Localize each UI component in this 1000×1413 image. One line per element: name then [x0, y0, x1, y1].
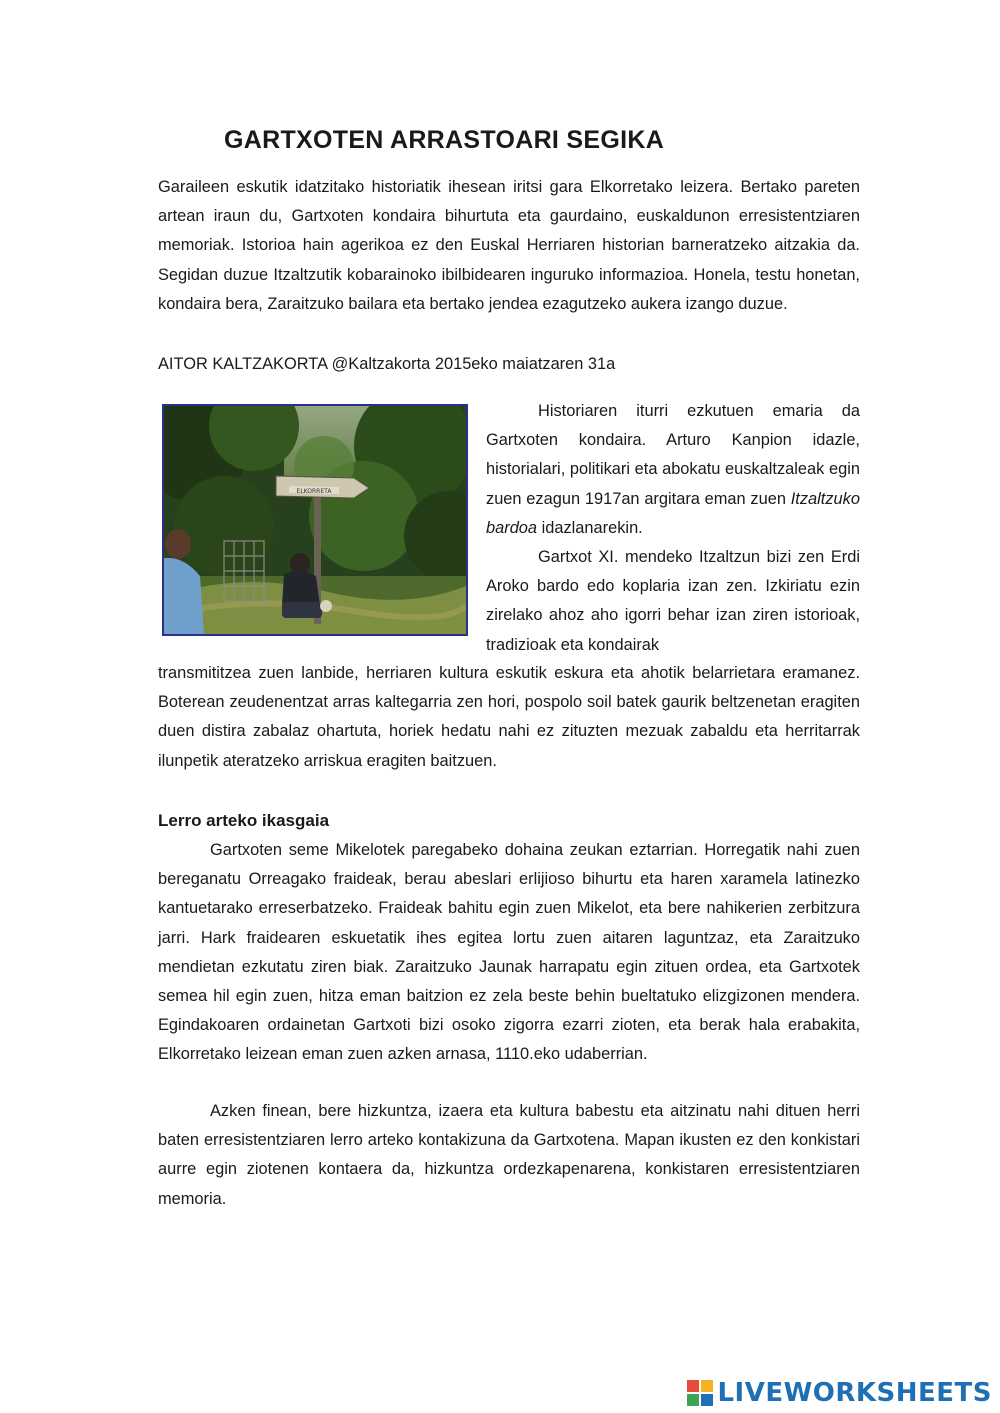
- page-title: GARTXOTEN ARRASTOARI SEGIKA: [224, 126, 665, 154]
- side-column: [486, 397, 860, 660]
- book-title: Itzaltzuko bardoa: [486, 489, 860, 537]
- section-heading: Lerro arteko ikasgaia: [158, 811, 330, 830]
- author-line: AITOR KALTZAKORTA @Kaltzakorta 2015eko maiatzaren 31a: [158, 355, 616, 373]
- trail-photo: [162, 404, 468, 636]
- brand-name: LIVEWORKSHEETS: [717, 1378, 992, 1408]
- side-paragraph-1: [486, 397, 860, 543]
- section-paragraph-2: Azken finean, bere hizkuntza, izaera eta kultura babestu eta aitzinatu nahi dituen herri baten erresistentziaren lerro arteko kontakizuna da Gartxotena. Mapan ikusten ez den konkistari aurre egin ziotenen kontaera da, hizkuntza ordezkapenarena, konkistaren erresistentziaren memoria.: [158, 1102, 860, 1208]
- section-paragraph-1: Gartxoten seme Mikelotek paregabeko dohaina zeukan eztarrian. Horregatik nahi zuen bereganatu Orreagako fraideak, berau abeslari erlijioso bihurtu eta haren xaramela latinezko kantuetarako erreserbatzeko. Fraideak bahitu egin zuen Mikelot, eta bere nahikerien zerbitzura jarri. Hark fraidearen eskuetatik ihes egitea lortu zuen aitaren laguntzaz, eta Zaraitzuko mendietan ezkutatu ziren biak. Zaraitzuko Jaunak harrapatu egin zituen ordea, eta Gartxotek semea hil egin zuen, hitza eman baitzion ez zela beste behin bueltatuko elizgizonen mendera. Egindakoaren ordainetan Gartxoti bizi osoko zigorra ezarri zioten, eta berak hala erabakita, Elkorretako leizean eman zuen azken arnasa, 1110.eko udaberrian.: [158, 841, 860, 1064]
- side-paragraph-1-end: idazlanarekin.: [537, 518, 643, 537]
- sign-text: ELKORRETA: [296, 488, 332, 495]
- forest-trail-image: [164, 406, 466, 634]
- side-paragraph-1-start: Historiaren iturri ezkutuen emaria da Gartxoten kondaira. Arturo Kanpion idazle, historialari, politikari eta abokatu euskaltzaleak egin zuen ezagun 1917an argitara eman zuen: [486, 402, 860, 508]
- liveworksheets-brand: [687, 1379, 992, 1407]
- side-paragraph-2: Gartxot XI. mendeko Itzaltzun bizi zen Erdi Aroko bardo edo koplaria izan zen. Izkiriatu ezin zirelako ahoz aho igorri behar izan ziren istorioak, tradizioak eta kondairak: [486, 548, 860, 654]
- continuation-paragraph: transmititzea zuen lanbide, herriaren kultura eskutik eskura eta ahotik belarrietara eramanez. Boterean zeudenentzat arras kaltegarria zen hori, pospolo soil batek gaurik beltzenetan eragiten duen distira zabalaz ohartuta, horiek hedatu nahi ez zituzten mezuak zabaldu eta herritarrak ilunpetik ateratzeko arriskua eragiten baitzuen.: [158, 664, 860, 770]
- intro-paragraph: Garaileen eskutik idatzitako historiatik ihesean iritsi gara Elkorretako leizera. Bertako pareten artean iraun du, Gartxoten kondaira bihurtuta eta gaurdaino, euskaldunon erresistentziaren memoriak. Istorioa hain agerikoa ez den Euskal Herriaren historian barneratzeko aitzakia da. Segidan duzue Itzaltzutik kobarainoko ibilbidearen inguruko informazioa. Honela, testu honetan, kondaira bera, Zaraitzuko bailara eta bertako jendea ezagutzeko aukera izango duzue.: [158, 178, 860, 313]
- liveworksheets-logo-icon: [687, 1380, 713, 1406]
